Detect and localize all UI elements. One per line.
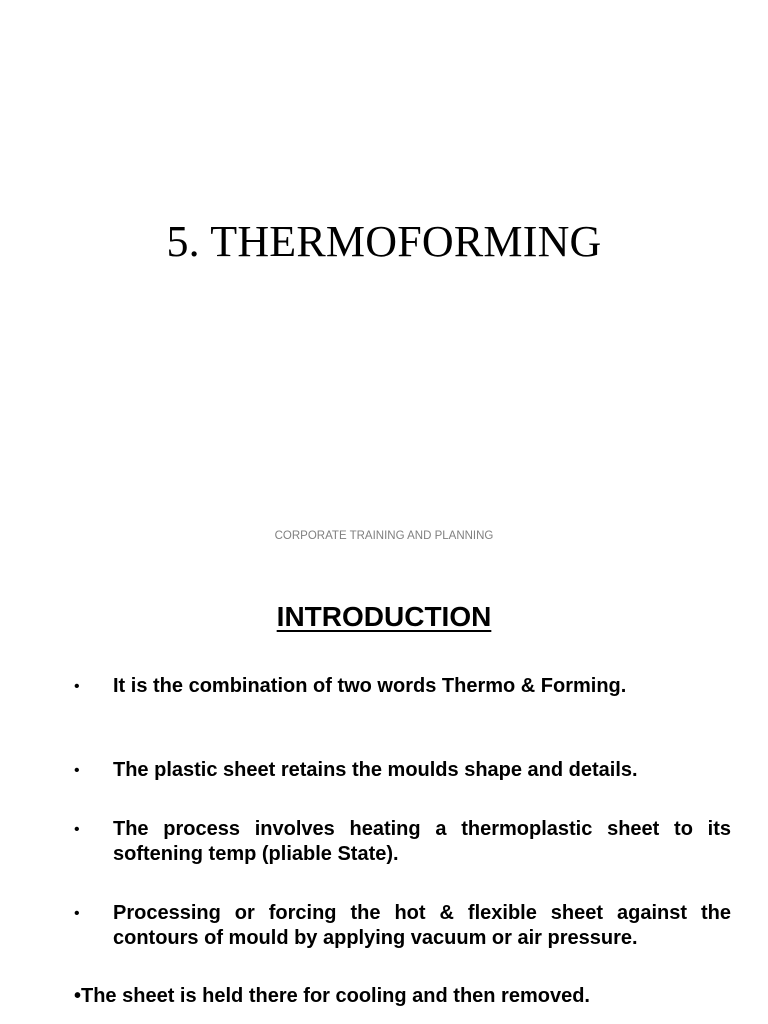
bullet-text: The process involves heating a thermoplastic sheet to its softening temp (pliable State). bbox=[113, 818, 731, 865]
bullet-icon: • bbox=[74, 905, 80, 922]
bullet-icon: • bbox=[74, 678, 80, 695]
slide-footer: CORPORATE TRAINING AND PLANNING bbox=[274, 530, 494, 542]
bullet-icon: • bbox=[74, 762, 80, 779]
bullet-icon: • bbox=[74, 821, 80, 838]
slide-title: 5. THERMOFORMING bbox=[166, 217, 602, 266]
section-heading: INTRODUCTION bbox=[276, 601, 492, 632]
bullet-text: It is the combination of two words Thermo & Forming. bbox=[113, 675, 627, 697]
closing-statement: •The sheet is held there for cooling and then removed. bbox=[74, 985, 590, 1007]
bullet-text: The plastic sheet retains the moulds shape and details. bbox=[113, 759, 638, 781]
bullet-text: Processing or forcing the hot & flexible sheet against the contours of mould by applying vacuum or air pressure. bbox=[113, 902, 731, 949]
